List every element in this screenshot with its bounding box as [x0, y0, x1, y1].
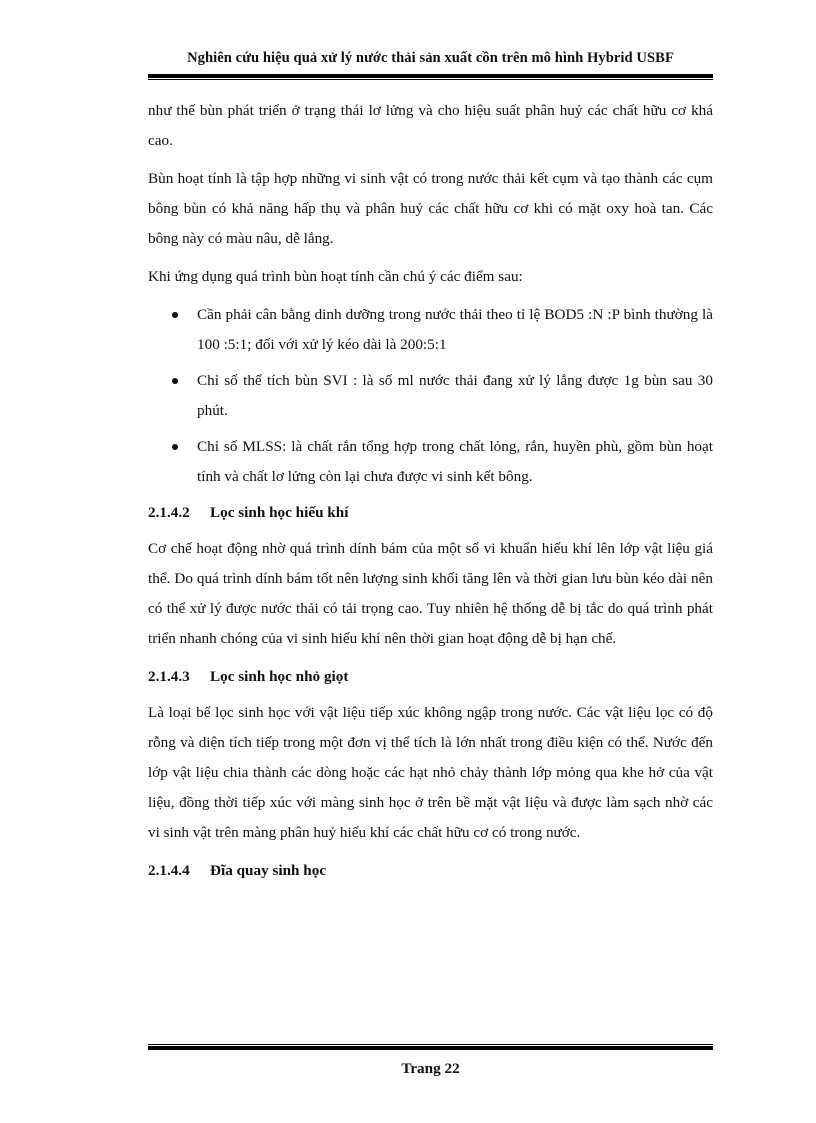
footer-rule	[148, 1044, 713, 1050]
header-rule	[148, 74, 713, 80]
section-title: Đĩa quay sinh học	[210, 862, 327, 879]
bullet-list	[148, 300, 713, 492]
page-number: Trang 22	[401, 1060, 460, 1077]
paragraph-trickling-filter: Là loại bể lọc sinh học với vật liệu tiếp xúc không ngập trong nước. Các vật liệu lọc có độ rỗng và diện tích tiếp trong một đơn vị thể tích là lớn nhất trong điều kiện có thể. Nước đến lớp vật liệu chia thành các dòng hoặc các hạt nhỏ chảy thành lớp mỏng qua khe hở của vật liệu, đồng thời tiếp xúc với màng sinh học ở trên bề mặt vật liệu và được làm sạch nhờ các vi sinh vật trên màng phân huỷ hiếu khí các chất hữu cơ có trong nước.	[148, 704, 713, 841]
paragraph-notes-intro: Khi ứng dụng quá trình bùn hoạt tính cần chú ý các điểm sau:	[148, 268, 523, 285]
section-number: 2.1.4.2	[148, 504, 190, 521]
section-heading	[148, 662, 713, 692]
bullet-dot-icon	[172, 378, 178, 384]
page-body	[148, 96, 713, 892]
paragraph-continuation: như thế bùn phát triển ở trạng thái lơ lửng và cho hiệu suất phân huỷ các chất hữu cơ khá cao.	[148, 102, 713, 149]
bullet-text: Chỉ số MLSS: là chất rắn tổng hợp trong chất lỏng, rắn, huyền phù, gồm bùn hoạt tính và chất lơ lửng còn lại chưa được vi sinh kết bông.	[197, 438, 713, 485]
bullet-dot-icon	[172, 312, 178, 318]
section-title: Lọc sinh học nhỏ giọt	[210, 668, 349, 685]
paragraph-aerobic-filter: Cơ chế hoạt động nhờ quá trình dính bám của một số vi khuẩn hiếu khí lên lớp vật liệu giá thể. Do quá trình dính bám tốt nên lượng sinh khối tăng lên và thời gian lưu bùn kéo dài nên có thể xử lý được nước thải có tải trọng cao. Tuy nhiên hệ thống dễ bị tắc do quá trình phát triển nhanh chóng của vi sinh hiếu khí nên thời gian hoạt động dễ bị hạn chế.	[148, 540, 713, 647]
paragraph-activated-sludge: Bùn hoạt tính là tập hợp những vi sinh vật có trong nước thải kết cụm và tạo thành các cụm bông bùn có khả năng hấp thụ và phân huỷ các chất hữu cơ khi có mặt oxy hoà tan. Các bông này có màu nâu, dễ lắng.	[148, 170, 713, 247]
bullet-text: Cần phải cân bằng dinh dưỡng trong nước thải theo tỉ lệ BOD5 :N :P bình thường là 100 :5:1; đối với xử lý kéo dài là 200:5:1	[197, 306, 713, 353]
bullet-item	[148, 366, 713, 426]
bullet-item	[148, 300, 713, 360]
section-title: Lọc sinh học hiếu khí	[210, 504, 349, 521]
bullet-dot-icon	[172, 444, 178, 450]
header-title: Nghiên cứu hiệu quả xử lý nước thải sản xuất cồn trên mô hình Hybrid USBF	[187, 50, 674, 66]
section-number: 2.1.4.3	[148, 668, 190, 685]
section-heading	[148, 856, 713, 886]
page-header	[148, 50, 713, 80]
bullet-item	[148, 432, 713, 492]
section-number: 2.1.4.4	[148, 862, 190, 879]
page-footer	[148, 1044, 713, 1078]
bullet-text: Chỉ số thể tích bùn SVI : là số ml nước thải đang xử lý lắng được 1g bùn sau 30 phút.	[197, 372, 713, 419]
section-heading	[148, 498, 713, 528]
